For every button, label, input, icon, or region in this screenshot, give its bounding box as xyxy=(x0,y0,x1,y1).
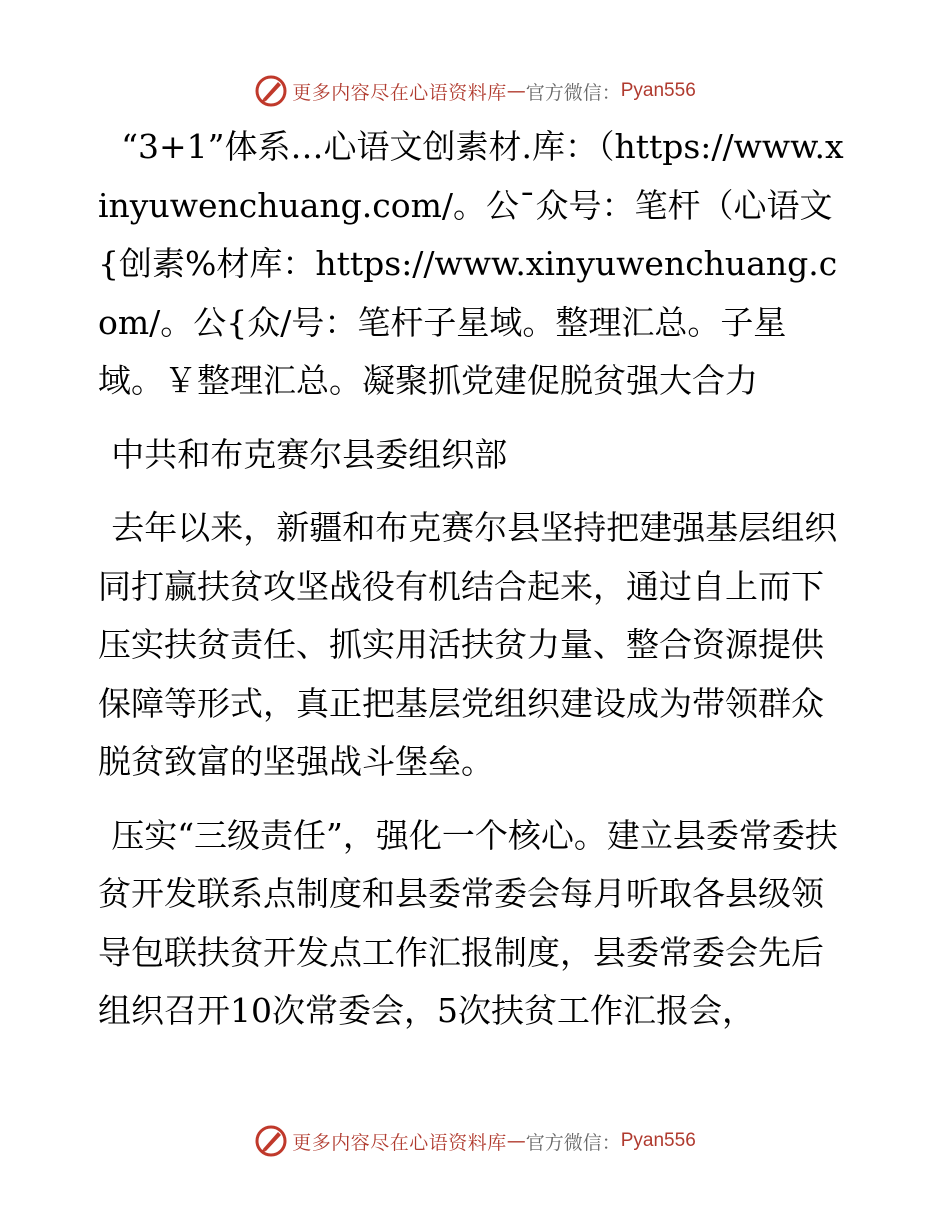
watermark-dash: — xyxy=(506,1130,526,1152)
intro-paragraph: “3+1”体系…心语文创素材.库：（https://www.xinyuwenchuang.com/。公¯众号：笔杆（心语文{创素%材库：https://www.xinyuwenchuang.com/。公{众/号：笔杆子星域。整理汇总。子星域。￥整理汇总。凝聚抓党建促脱贫强大合力 xyxy=(98,127,844,400)
footer-watermark xyxy=(0,1124,950,1158)
document-body xyxy=(98,118,850,1041)
pen-logo-icon xyxy=(254,1124,288,1158)
author-line: 中共和布克赛尔县委组织部 xyxy=(111,434,508,474)
watermark-dash: — xyxy=(506,80,526,102)
body-paragraph-1: 去年以来，新疆和布克赛尔县坚持把建强基层组织同打赢扶贫攻坚战役有机结合起来，通过自上而下压实扶贫责任、抓实用活扶贫力量、整合资源提供保障等形式，真正把基层党组织建设成为带领群众脱贫致富的坚强战斗堡垒。 xyxy=(98,508,838,781)
watermark-site-text: 更多内容尽在心语资料库 xyxy=(292,81,507,104)
watermark-wechat-id: Pyan556 xyxy=(620,1130,696,1151)
pen-logo-icon xyxy=(254,74,288,108)
watermark-wechat-id: Pyan556 xyxy=(620,80,696,101)
header-watermark xyxy=(0,74,950,108)
watermark-label: 官方微信： xyxy=(525,81,621,104)
watermark-label: 官方微信： xyxy=(525,1131,621,1154)
body-paragraph-2: 压实“三级责任”，强化一个核心。建立县委常委扶贫开发联系点制度和县委常委会每月听取各县级领导包联扶贫开发点工作汇报制度，县委常委会先后组织召开10次常委会，5次扶贫工作汇报会， xyxy=(98,815,838,1030)
watermark-site-text: 更多内容尽在心语资料库 xyxy=(292,1131,507,1154)
